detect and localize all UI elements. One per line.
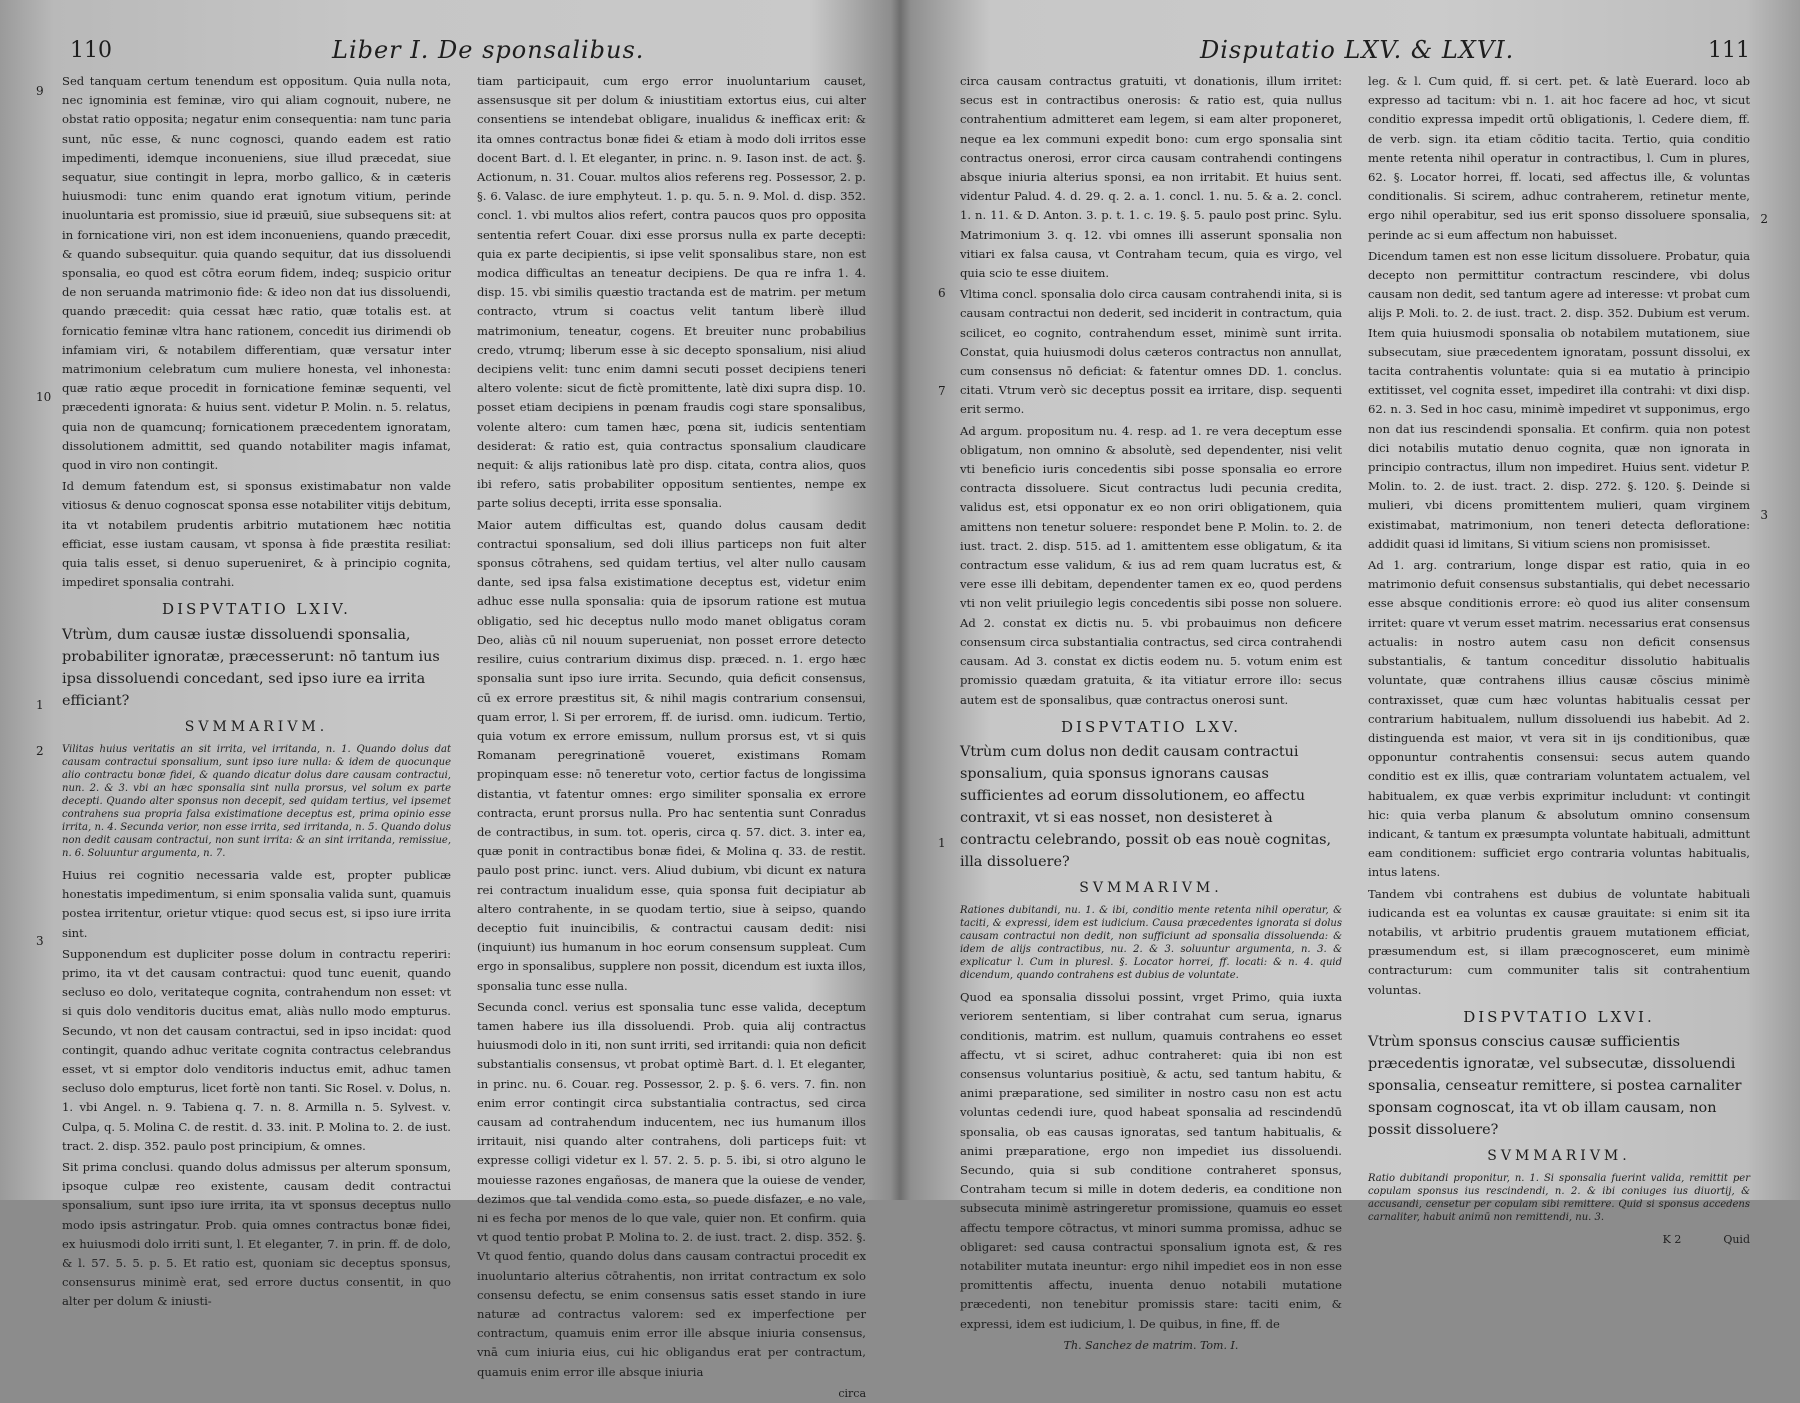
margin-number: 9 <box>36 84 44 98</box>
paragraph: Secunda concl. verius est sponsalia tunc esse valida, deceptum tamen habere ius illa dissoluendi. Prob. quia alij contractus huiusmodi dolo in iti, non sunt irriti, sed irritandi: quia non deficit substantialis consensus, vt probat optimè Bart. d. l. Et eleganter, in princ. nu. 6. Couar. reg. Possessor, 2. p. §. 6. vers. 7. fin. non enim error contingit circa substantialia contractus, sed circa causam ad contrahendum inducentem, nec ius humanum illos irritauit, nisi quando alter contrahens, doli particeps fuit: vt expresse colligi videtur ex l. 57. 2. 5. p. 5. ibi, si otro alguno le mouiesse razones engañosas, de manera que la ouiese de vender, dezimos que tal vendida como esta, so puede disfazer, e no vale, ni es fecha por menos de lo que vale, quier non. Et confirm. quia vt quod tentio probat P. Molina to. 2. de iust. tract. 2. disp. 352. §. Vt quod fentio, quando dolus dans causam contractui procedit ex inuoluntario alterius cōtrahentis, non irritat contractum ex solo consensu defectu, se enim consensus satis esset stando in iure naturæ ad contractus valorem: sed ex imperfectione per contractum, quamuis enim error ille absque iniuria consensus, vnā cum iniuria eius, cui hic obligandus erat per contractum, quamuis enim error ille absque iniuria <box>477 999 866 1379</box>
right-columns <box>960 72 1750 1352</box>
paragraph: Ad 1. arg. contrarium, longe dispar est ratio, quia in eo matrimonio defuit consensus substantialis, qui debet necessario esse absque conditionis errore: eò quod ius aliter consensum irritet: quare vt verum esset matrim. necessarius erat consensus actualis: in nostro autem casu non deficit consensus substantialis, & tantum conceditur dissolutio habitualis voluntate, quæ contrahens illius causæ cōscius minimè contraxisset, quæ cum hæc voluntas habitualis cessat per contrarium habitualem, nullum dissoluendi ius habebit. Ad 2. distinguenda est maior, vt vera sit in ijs conditionibus, quæ opponuntur contrahentis consensui: secus autem quando conditio est ex illis, quæ contrariam voluntatem actualem, vel habitualem, ex quæ verbis exprimitur includunt: vt contingit hic: quia verba planum & absolutum omnino consensum indicant, & tantum ex præsumpta voluntate habituali, admittunt eam conditionem: sufficiet ergo contraria voluntas habitualis, intus latens. <box>1368 558 1750 880</box>
paragraph: Dicendum tamen est non esse licitum dissoluere. Probatur, quia decepto non permittitur contractum rescindere, vbi dolus causam non dedit, sed tantum agere ad interesse: vt probat cum alijs P. Moli. to. 2. de iust. tract. 2. disp. 352. Dubium est verum. Item quia huiusmodi sponsalia ob notabilem mutationem, siue subsecutam, siue præcedentem ignoratam, possunt dissolui, ex tacita contrahentis voluntate: quia si ea mutatio à principio extitisset, vel cognita esset, impediret illa contrahi: vt dixi disp. 62. n. 3. Sed in hoc casu, minimè impediret vt supponimus, ergo non dat ius rescindendi sponsalia. Et confirm. quia non potest dici notabilis mutatio denuo cognita, quæ non ignorata in principio contractus, illum non impediret. Huius sent. videtur P. Molin. to. 2. de iust. tract. 2. disp. 272. §. 120. §. Deinde si mulieri, vbi dicens promittentem mulieri, quam virginem existimabat, matrimonium, non teneri detecta defloratione: addidit quasi id limitans, Si vitium sciens non promisisset. <box>1368 248 1750 551</box>
right-running-head <box>960 28 1750 72</box>
left-running-head <box>62 28 866 72</box>
summarium-heading: SVMMARIVM. <box>184 718 329 735</box>
paragraph: Quod ea sponsalia dissolui possint, vrget Primo, quia iuxta veriorem sententiam, si liber contrahat cum serua, ignarus conditionis, matrim. est nullum, quamuis contrahens eo esset affectu, vt si sciret, adhuc contraheret: quia ibi non est consensus voluntarius positiuè, & actu, sed tantum habitu, & animi præparatione, sed similiter in nostro casu non est actu voluntas cedendi iure, quod habeat sponsalia ad rescindendū sponsalia, ob eas causas ignoratas, sed tantum habitualis, & animi præparatione, ergo non impediet ius dissoluendi. Secundo, quia si sub conditione contraheret sponsus, Contraham tecum si mille in dotem dederis, ea conditione non subsecuta minimè astringeretur promissione, quamuis eo esset affectu tempore cōtractus, vt minori summa promissa, adhuc se obligaret: sed causa contractui sponsalium ignota est, & res notabiliter mutata ineuntur: ergo nihil impediet eos in non esse promittentis affectu, inuenta denuo notabili mutatione præcedenti, non tenebitur promissis stare: taciti enim, & expressi, idem est iudicium, l. De quibus, in fine, ff. de <box>960 990 1342 1331</box>
page-number-right: 111 <box>1708 38 1750 63</box>
summarium-text: Rationes dubitandi, nu. 1. & ibi, conditio mente retenta nihil operatur, & taciti, & expressi, idem est iudicium. Causa præcedentes ignorata si dolus causam contractui non dedit, non sufficiunt ad sponsalia dissoluenda: & idem de alijs contractibus, nu. 2. & 3. soluuntur argumenta, n. 3. & explicatur l. Cum in pluresl. §. Locator horrei, ff. locati: & n. 4. quid dicendum, quando contrahens est dubius de voluntate. <box>960 905 1342 982</box>
disputation-question: Vtrùm cum dolus non dedit causam contractui sponsalium, quia sponsus ignorans causas sufficientes ad eorum dissolutionem, eo affectu contraxit, vt si eas nosset, non desisteret à contractu celebrando, possit ob eas nouè cognitas, illa dissoluere? <box>960 743 1332 870</box>
summarium-heading: SVMMARIVM. <box>1487 1147 1631 1164</box>
summarium-heading: SVMMARIVM. <box>1079 879 1223 896</box>
disputation-question: Vtrùm sponsus conscius causæ sufficientis præcedentis ignoratæ, vel subsecutæ, dissoluendi sponsalia, censeatur remittere, si postea carnaliter sponsam cognoscat, ita vt ob illam causam, non possit dissoluere? <box>1368 1033 1742 1138</box>
paragraph: Id demum fatendum est, si sponsus existimabatur non valde vitiosus & denuo cognoscat sponsa esse notabiliter vitijs debitum, ita vt notabilem prudentis arbitrio mutationem hæc notitia efficiat, esse iustam causam, vt sponsa à fide præstita resiliat: quia talis esset, si denuo superueniret, & à principio cognita, impediret sponsalia contrahi. <box>62 479 451 590</box>
catchword: circa <box>838 1386 866 1400</box>
left-columns <box>62 72 866 1400</box>
right-column-1 <box>960 72 1342 1352</box>
margin-number: 10 <box>36 390 52 404</box>
footer-signature-line: Th. Sanchez de matrim. Tom. I. <box>1063 1338 1239 1352</box>
paragraph: Vltima concl. sponsalia dolo circa causam contrahendi inita, si is causam contractui non dederit, sed inciderit in contractum, quia scilicet, eo cognito, contrahendum esset, minimè sunt irrita. Constat, quia huiusmodi dolus cæteros contractus non annullat, cum consensus nō deficiat: & fatentur omnes DD. 1. conclus. citati. Vtrum verò sic deceptus possit ea irritare, disp. sequenti erit sermo. <box>960 287 1342 417</box>
left-page <box>36 28 866 1400</box>
paragraph: Huius rei cognitio necessaria valde est, propter publicæ honestatis impedimentum, si enim sponsalia valida sunt, quamuis postea irritentur, orietur vtique: quod secus est, si ipso iure irrita sint. <box>62 867 451 940</box>
paragraph: Supponendum est dupliciter posse dolum in contractu reperiri: primo, ita vt det causam contractui: quod tunc euenit, quando secluso eo dolo, veritateque cognita, contrahendum non esset: vt si quis dolo venditoris ducitus emat, aliàs nullo modo empturus. Secundo, vt non det causam contractui, sed in ipso incidat: quod contingit, quando adhuc veritate cognita contractus celebrandus esset, vt si emptor dolo venditoris inductus emit, adhuc tamen secluso dolo empturus, licet fortè non tanti. Sic Rosel. v. Dolus, n. 1. vbi Angel. n. 9. Tabiena q. 7. n. 8. Armilla n. 5. Sylvest. v. Culpa, q. 5. Molina C. de restit. d. 33. init. P. Molina to. 2. de iust. tract. 2. disp. 352. paulo post principium, & omnes. <box>62 946 451 1153</box>
signature-and-catchword <box>1368 1230 1750 1249</box>
paragraph: tiam participauit, cum ergo error inuoluntarium causet, assensusque sit per dolum & iniustitiam extortus eius, cui alter consentiens se intendebat obligare, inualidus & inefficax erit: & ita omnes contractus bonæ fidei & etiam à modo doli irritos esse docent Bart. d. l. Et eleganter, in princ. n. 9. Iason inst. de act. §. Actionum, n. 31. Couar. multos alios referens reg. Possessor, 2. p. §. 6. Valasc. de iure emphyteut. 1. p. qu. 5. n. 9. Mol. d. disp. 352. concl. 1. vbi multos alios refert, contra paucos quos pro opposita sententia refert Couar. dixi esse prorsus nulla ex parte decepti: quia ex parte decipientis, si ipse velit sponsalibus stare, non est modica difficultas an teneatur decipiens. De qua re infra 1. 4. disp. 15. vbi similis quæstio tractanda est de matrim. per metum contracto, vtrum si coactus velit tantum liberè illud matrimonium, teneatur, cogens. Et breuiter nunc probabilius credo, vtrumq; liberum esse à sic decepto sponsalium, nisi aliud decipiens velit: tunc enim damni secuti posset decipiens teneri altero volente: sicut de fictè promittente, latè dixi supra disp. 10. posset etiam decipiens in pœnam fraudis cogi stare sponsalibus, volente altero: cum tamen hæc, pœna sit, iudicis sententiam desiderat: & ratio est, quia contractus sponsalium claudicare nequit: & alijs rationibus latè pro disp. citata, contra alios, quos ibi refero, satis probabiliter oppositum sentientes, nempe ex parte solius decepti, irrita esse sponsalia. <box>477 74 866 511</box>
paragraph: Ad argum. propositum nu. 4. resp. ad 1. re vera deceptum esse obligatum, non omnino & absolutè, sed dependenter, nisi velit vti beneficio iuris concedentis sibi posse sponsalia eo errore contracta dissoluere. Sicut contractus ludi pecunia credita, validus est, etsi opponatur ex eo non oriri obligationem, quia amittens non tenetur soluere: respondet bene P. Molin. to. 2. de iust. tract. 2. disp. 515. ad 1. amittentem esse obligatum, & ita contractum esse validum, & ius ad rem quam lucratus est, & vere esse illi debitam, dependenter tamen ex eo, quod perdens vti non velit priuilegio legis concedentis sibi posse non soluere. Ad 2. constat ex dictis nu. 5. vbi probauimus non deficere consensum circa substantialia contractus, sed circa contrahendi causam. Ad 3. constat ex dictis eodem nu. 5. votum enim est promissio quædam gratuita, & ita vitiatur errore illo: secus autem est de sponsalibus, quæ contractus onerosi sunt. <box>960 423 1342 707</box>
summarium-text: Vilitas huius veritatis an sit irrita, vel irritanda, n. 1. Quando dolus dat causam contractui sponsalium, sunt ipso iure nulla: & idem de quocunque alio contractu bonæ fidei, & quando dicatur dolus dare causam contractui, nun. 2. & 3. vbi an hæc sponsalia sint nulla prorsus, vel solum ex parte decepti. Quando alter sponsus non decepit, sed quidam tertius, vel ipsemet contrahens sua propria falsa existimatione deceptus est, prima opinio esse irrita, n. 4. Secunda verior, non esse irrita, sed irritanda, n. 5. Quando dolus non dedit causam contractui, non sunt irrita: & an sint irritanda, remissiue, n. 6. Soluuntur argumenta, n. 7. <box>62 743 451 859</box>
disputation-heading: DISPVTATIO LXV. <box>1061 717 1241 736</box>
margin-number: 7 <box>938 384 946 398</box>
left-column-2 <box>477 72 866 1400</box>
margin-number: 3 <box>36 934 44 948</box>
disputation-heading: DISPVTATIO LXIV. <box>162 600 351 619</box>
running-title-right: Disputatio LXV. & LXVI. <box>1200 36 1515 64</box>
right-column-2 <box>1368 72 1750 1247</box>
margin-number: 1 <box>36 698 44 712</box>
paragraph: Sit prima conclusi. quando dolus admissus per alterum sponsum, ipsoque culpæ reo existente, causam dedit contractui sponsalium, sunt ipso iure irrita, ita vt sponsus deceptus nullo modo ipsis astringatur. Prob. quia omnes contractus bonæ fidei, ex huiusmodi dolo irriti sunt, l. Et eleganter, 7. in prin. ff. de dolo, & l. 57. 5. 5. p. 5. Et ratio est, quoniam sic deceptus sponsus, consensurus minimè erat, sed errore ductus consentit, in quo alter per dolum & iniusti- <box>62 1159 451 1309</box>
paragraph: Tandem vbi contrahens est dubius de voluntate habituali iudicanda est ea voluntas ex causæ grauitate: si enim sit ita notabilis, vt arbitrio prudentis grauem mutationem efficiat, præsumendum est, si illam præcognosceret, eum minimè contracturum: cum communiter talis sit contrahentium voluntas. <box>1368 886 1750 997</box>
page-number-left: 110 <box>70 38 112 63</box>
margin-number: 2 <box>36 744 44 758</box>
margin-number: 1 <box>938 836 946 850</box>
left-column-1 <box>62 72 451 1309</box>
paragraph: circa causam contractus gratuiti, vt donationis, illum irritet: secus est in contractibus onerosis: & ratio est, quia nullus contrahentium admitteret eam legem, si eam alter proponeret, neque ea lex communi expedit bono: cum ergo sponsalia sint contractus onerosi, error circa causam contrahendi contingens absque iniuria alterius sponsi, ea non irritabit. Et huius sent. videntur Palud. 4. d. 29. q. 2. a. 1. concl. 1. nu. 5. & a. 2. concl. 1. n. 11. & D. Anton. 3. p. t. 1. c. 19. §. 5. paulo post princ. Sylu. Matrimonium 3. q. 12. vbi omnes illi asserunt sponsalia non vitiari ex falsa causa, vt Contraham tecum, quia es virgo, vel quia scio te esse diuitem. <box>960 74 1342 281</box>
margin-number: 3 <box>1760 508 1768 522</box>
running-title-left: Liber I. De sponsalibus. <box>332 36 645 64</box>
margin-number: 6 <box>938 286 946 300</box>
margin-number: 2 <box>1760 212 1768 226</box>
summarium-text: Ratio dubitandi proponitur, n. 1. Si sponsalia fuerint valida, remittit per copulam sponsus ius rescindendi, n. 2. & ibi coniuges ius diuortij, & accusandi, censetur per copulam sibi remittere. Quid si sponsus accedens carnaliter, habuit animū non remittendi, nu. 3. <box>1368 1173 1750 1224</box>
catchword: Quid <box>1723 1233 1750 1247</box>
paragraph: Maior autem difficultas est, quando dolus causam dedit contractui sponsalium, sed doli illius particeps non fuit alter sponsus cōtrahens, sed quidam tertius, vel alter nullo causam dante, sed ipsa falsa existimatione deceptus est, videtur enim adhuc esse nulla sponsalia: quia de ipsorum ratione est mutua obligatio, sed hic deceptus nullo modo manet obligatus coram Deo, aliàs cū nil nouum superueniat, non posset errore detecto resilire, cuius contrarium diximus disp. præced. n. 1. ergo hæc sponsalia sunt ipso iure irrita. Secundo, quia deficit consensus, cū ex errore præstitus sit, & nihil magis contrarium consensui, quam error, l. Si per errorem, ff. de iurisd. omn. iudicum. Tertio, quia votum ex errore emissum, nullum prorsus est, vt si quis Romanam peregrinationē voueret, existimans Romam propinquam esse: nō teneretur voto, certior factus de longissima distantia, vt fatentur omnes: ergo similiter sponsalia ex errore contracta, erunt prorsus nulla. Pro hac sententia sunt Conradus de contractibus, in sum. tot. operis, circa q. 57. dict. 3. inter ea, quæ ponit in contractibus bonæ fidei, & Molina q. 33. de restit. paulo post princ. iunct. vers. Aliud dubium, vbi dicunt ex natura rei contractum inualidum esse, quia sponsa fuit decipiatur ab altero contrahente, in se quodam tertio, siue à seipso, quando deceptio fuit inuincibilis, & contractui causam dedit: nisi (inquiunt) ius humanum in hoc eorum consensum suppleat. Cum ergo in sponsalibus, supplere non possit, dicendum est iuxta illos, sponsalia tunc esse nulla. <box>477 517 866 993</box>
paragraph: leg. & l. Cum quid, ff. si cert. pet. & latè Euerard. loco ab expresso ad tacitum: vbi n. 1. ait hoc facere ad hoc, vt sicut conditio expressa impedit ortū obligationis, l. Cedere diem, ff. de verb. sign. ita etiam cōditio tacita. Tertio, quia conditio mente retenta nihil operatur in contractibus, l. Cum in plures, 62. §. Locator horrei, ff. locati, sed affectus ille, & voluntas conditionalis. Si scirem, adhuc contraherem, retinetur mente, ergo nihil operabitur, sed ius erit sponso dissoluere sponsalia, perinde ac si eum affectum non habuisset. <box>1368 74 1750 242</box>
paragraph: Sed tanquam certum tenendum est oppositum. Quia nulla nota, nec ignominia est feminæ, viro qui aliam cognouit, nubere, ne obstat ratio opposita; negatur enim consequentia: nam tunc paria sunt, nūc esse, & nunc cognosci, quando eadem est ratio impedimenti, idemque inconueniens, siue illud præcedat, siue sequatur, siue contingit in lepra, morbo gallico, & in cæteris huiusmodi: tunc enim quando erat ignotum vitium, perinde inuoluntaria est promissio, siue id præuiū, siue subsequens sit: at in fornicatione viri, non est idem inconueniens, quando præcedit, & quando subsequitur. quia quando sequitur, dat ius dissoluendi sponsalia, eo quod est cōtra eorum fidem, indeq; suspicio oritur de non seruanda matrimonio fide: & ideo non dat ius dissoluendi, quando præcedit: quia cessat hæc ratio, quæ totalis est. at fornicatio feminæ vltra hanc rationem, concedit ius dirimendi ob infamiam viri, & notabilem differentiam, quæ versatur inter matrimonium celebratum cum muliere honesta, vel inhonesta: quæ ratio æque procedit in fornicatione feminæ sequenti, vel præcedenti ignorata: & huius sent. videtur P. Molin. n. 5. relatus, quia non de quamcunq; fornicationem præcedentem ignoratam, dissolutionem admittit, sed quando notabiliter magis infamat, quod in viro non contingit. <box>62 74 451 473</box>
right-page <box>938 28 1768 1352</box>
signature-mark: K 2 <box>1662 1233 1682 1247</box>
disputation-question: Vtrùm, dum causæ iustæ dissoluendi sponsalia, probabiliter ignoratæ, præcesserunt: nō tantum ius ipsa dissoluendi concedant, sed ipso iure ea irrita efficiant? <box>62 626 440 709</box>
disputation-heading: DISPVTATIO LXVI. <box>1463 1007 1655 1026</box>
